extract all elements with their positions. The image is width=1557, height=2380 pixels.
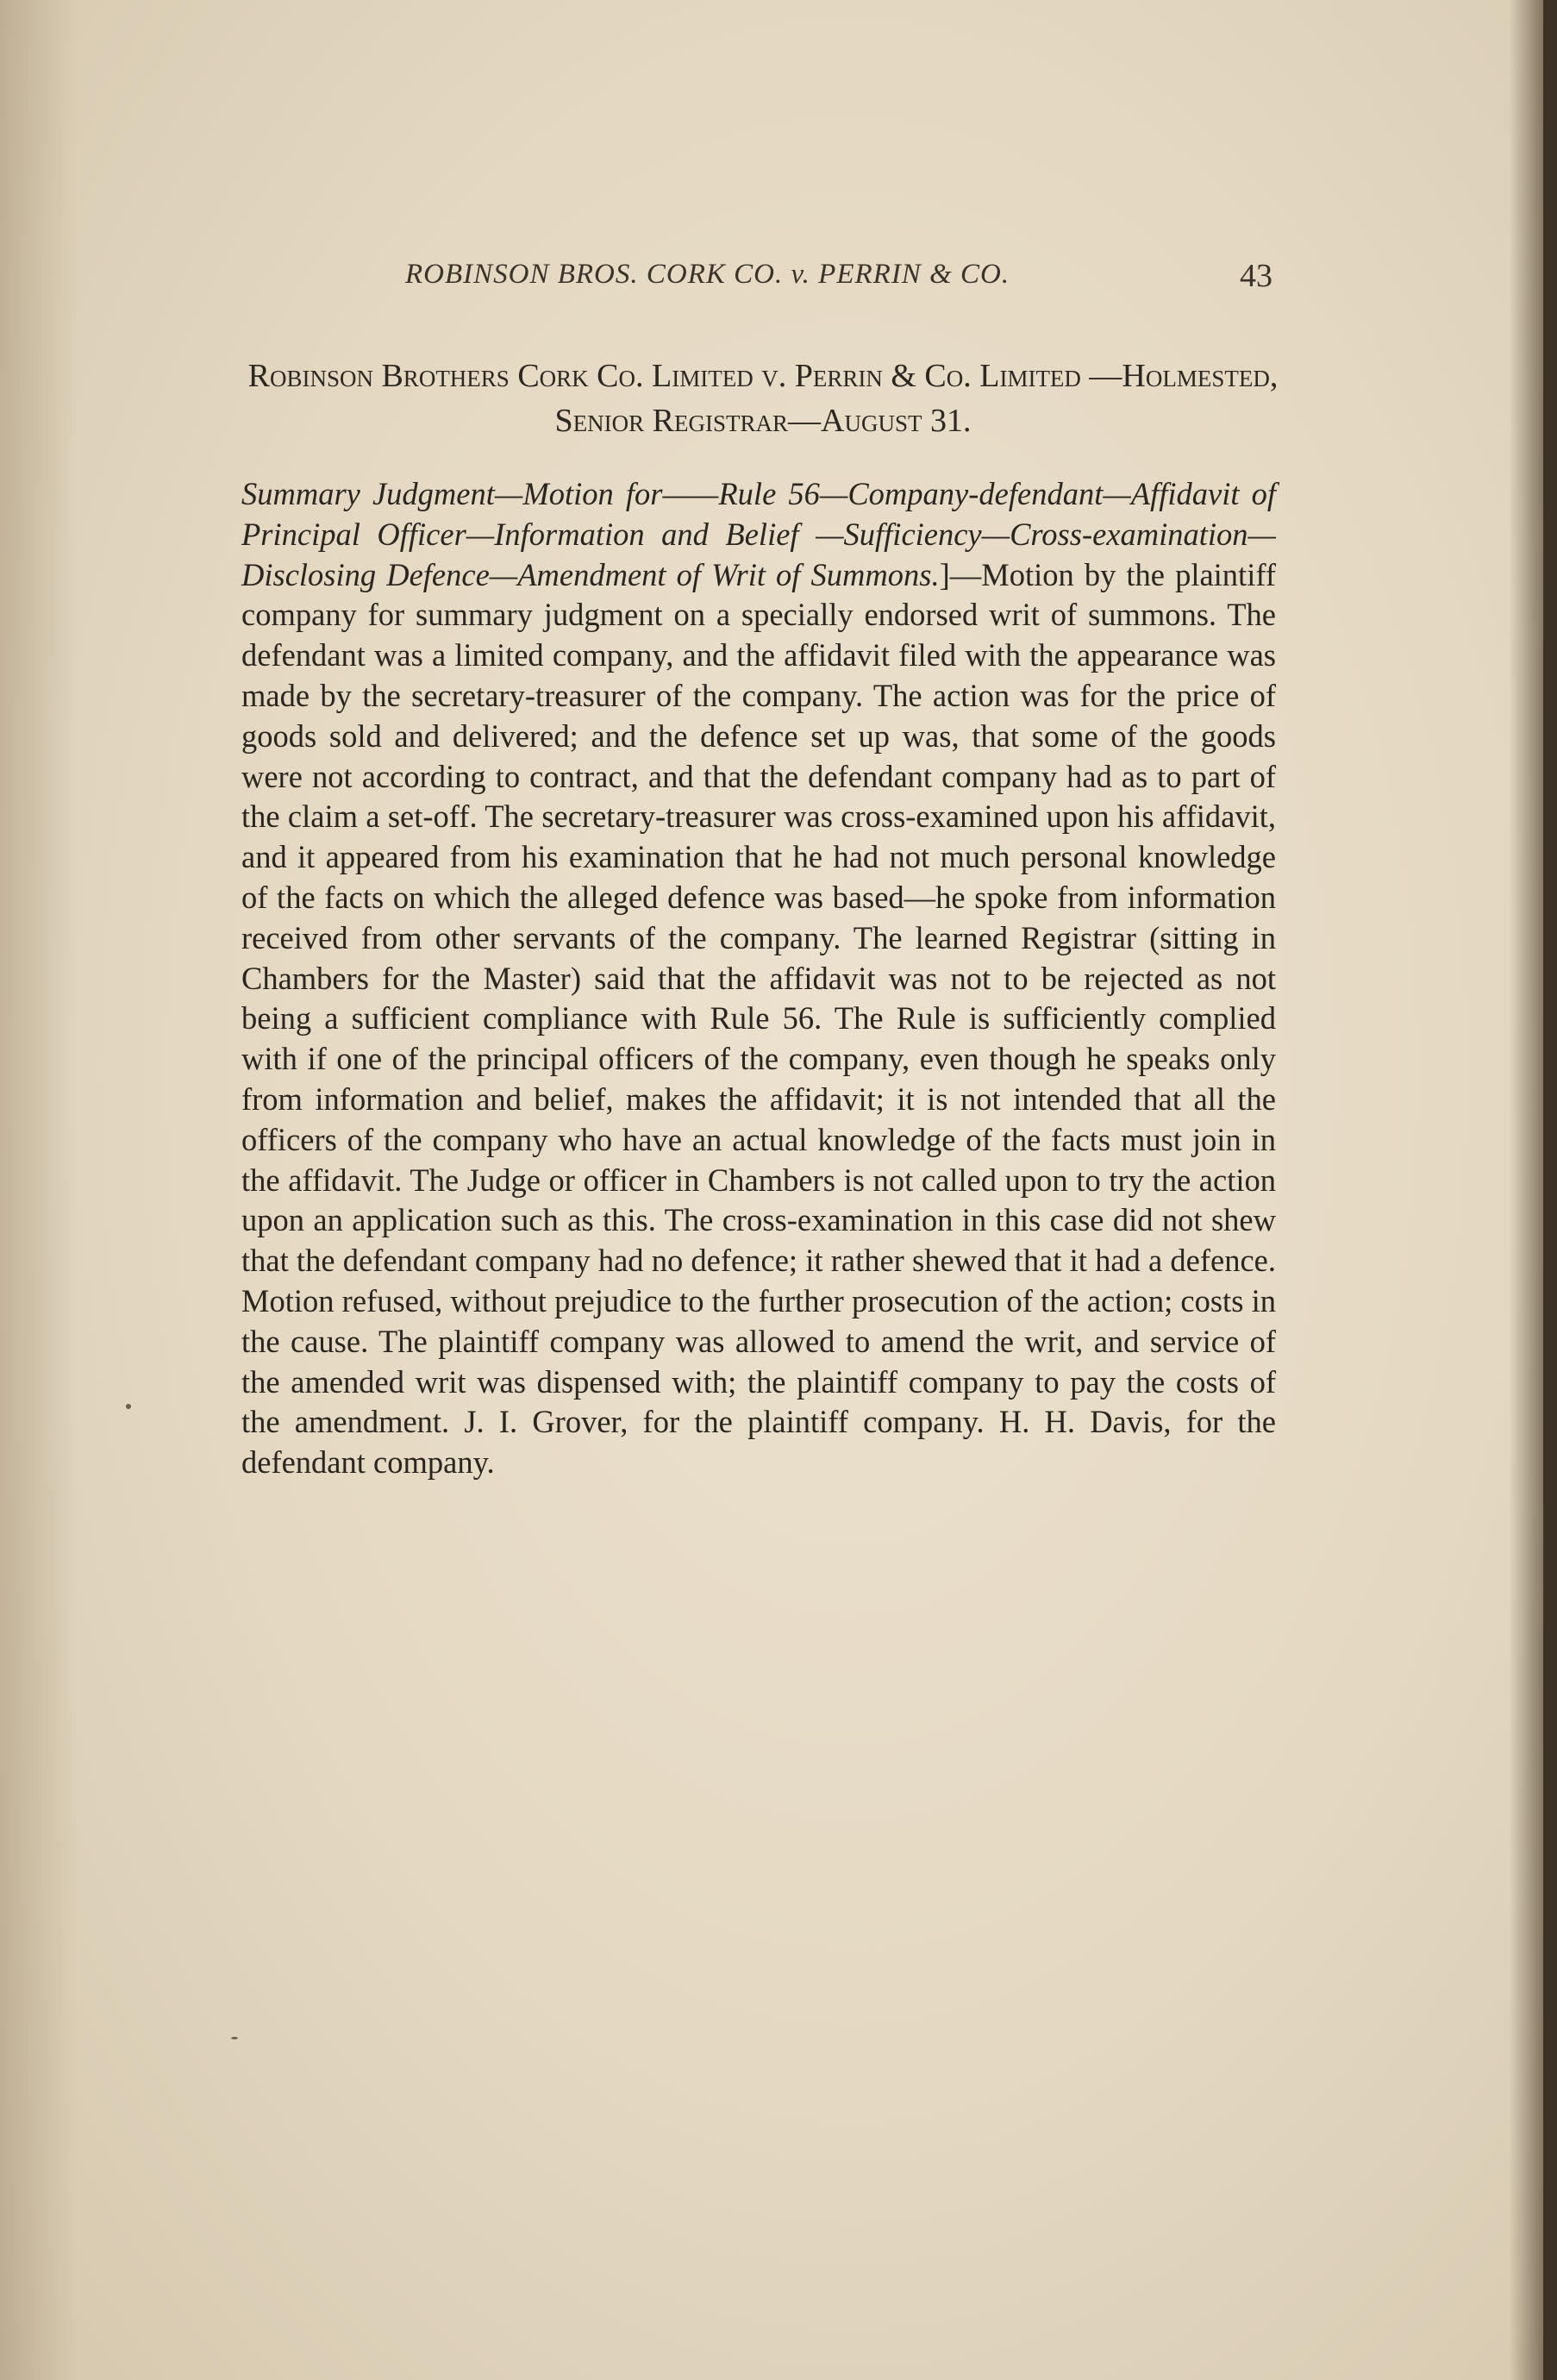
case-title: Robinson Brothers Cork Co. Limited v. Perrin & Co. Limited —Holmested, Senior Registrar—August 31.	[247, 358, 1279, 439]
page-edge-shadow	[1509, 0, 1543, 2380]
report-text: ]—Motion by the plaintiff company for summary judgment on a specially endorsed writ of summons. The defendant was a limited company, and the affidavit filed with the appearance was made by the secretary-treasurer of the company. The action was for the price of goods sold and delivered; and the defence set up was, that some of the goods were not according to contract, and that the defendant company had as to part of the claim a set-off. The secretary-treasurer was cross-examined upon his affidavit, and it appeared from his examination that he had not much personal knowledge of the facts on which the alleged defence was based—he spoke from information received from other servants of the company. The learned Registrar (sitting in Chambers for the Master) said that the affidavit was not to be rejected as not being a sufficient compliance with Rule 56. The Rule is sufficiently complied with if one of the principal officers of the company, even though he speaks only from information and belief, makes the affidavit; it is not intended that all the officers of the company who have an actual knowledge of the facts must join in the affidavit. The Judge or officer in Chambers is not called upon to try the action upon an application such as this. The cross-examination in this case did not shew that the defendant company had no defence; it rather shewed that it had a defence. Motion refused, without prejudice to the further prosecution of the action; costs in the cause. The plaintiff company was allowed to amend the writ, and service of the amended writ was dispensed with; the plaintiff company to pay the costs of the amendment. J. I. Grover, for the plaintiff company. H. H. Davis, for the defendant company.	[241, 556, 1276, 1481]
paper-speck	[231, 2037, 238, 2039]
case-report	[241, 474, 1276, 1483]
catchwords: Summary Judgment—Motion for——Rule 56—Company-defendant—Affidavit of Principal Officer—Information and Belief —Sufficiency—Cross-examination—Disclosing Defence—Amendment of Writ of Summons.	[241, 476, 1276, 592]
paper-speck	[126, 1404, 131, 1409]
page-gutter-shadow	[0, 0, 78, 2380]
page-number: 43	[1240, 258, 1272, 294]
running-head: ROBINSON BROS. CORK CO. v. PERRIN & CO.	[405, 259, 1010, 290]
